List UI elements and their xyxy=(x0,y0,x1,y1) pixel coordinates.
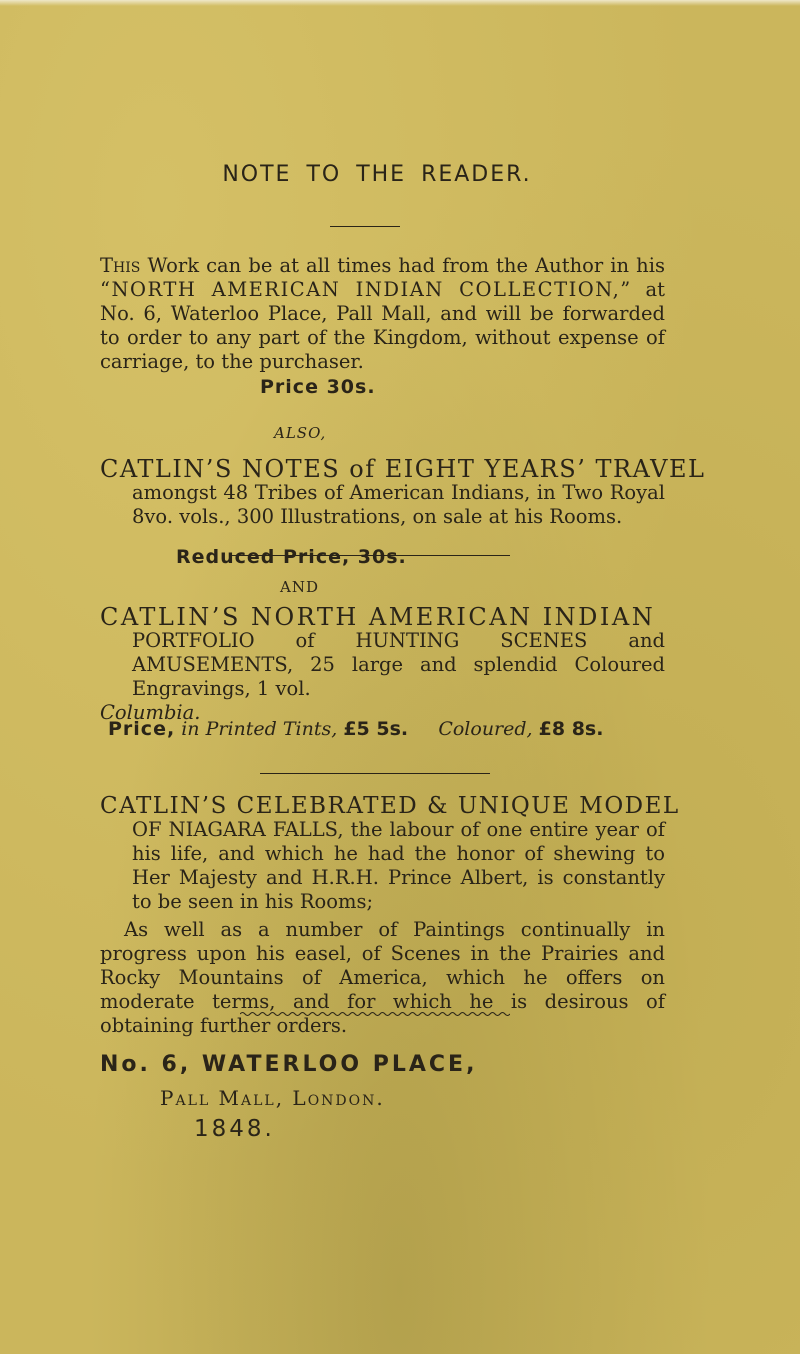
intro-lead-word: This xyxy=(100,254,141,277)
portfolio-printed-amount: £5 5s. xyxy=(343,718,409,740)
portfolio-coloured-amount: £8 8s. xyxy=(538,718,604,740)
divider-rule xyxy=(230,555,510,556)
also-label: ALSO, xyxy=(274,424,327,442)
portfolio-price xyxy=(108,718,603,740)
portfolio-price-label: Price, xyxy=(108,718,176,740)
divider-rule xyxy=(260,773,490,774)
notes-book-price: Reduced Price, 30s. xyxy=(176,546,407,568)
page-heading: NOTE TO THE READER. xyxy=(222,162,532,187)
model-body: OF NIAGARA FALLS, the labour of one entire year of his life, and which he had the honor of shewing to Her Majesty and H.R.H. Prince Albert, is constantly to be seen in his Rooms; xyxy=(132,818,665,913)
portfolio-title: CATLIN’S NORTH AMERICAN INDIAN xyxy=(100,603,656,631)
model-entry xyxy=(100,793,680,914)
divider-rule xyxy=(330,226,400,227)
intro-text-1: Work can be at all times had from the Author in his xyxy=(140,254,665,277)
notes-book-body: amongst 48 Tribes of American Indians, in Two Royal 8vo. vols., 300 Illustrations, on sale at his Rooms. xyxy=(132,481,665,528)
footer-year: 1848. xyxy=(194,1116,275,1142)
portfolio-printed-label: in Printed Tints, xyxy=(181,718,338,740)
portfolio-entry xyxy=(100,605,665,725)
portfolio-coloured-label: Coloured, xyxy=(438,718,533,740)
paintings-paragraph: As well as a number of Paintings continually in progress upon his easel, of Scenes in the Prairies and Rocky Mountains of America, which he offers on moderate terms, and for which he is desirous of obtaining further orders. xyxy=(100,918,665,1037)
scan-edge xyxy=(0,0,800,6)
portfolio-edition: Columbia. xyxy=(100,701,201,724)
wavy-divider xyxy=(240,1011,510,1017)
intro-text-2: at No. 6, Waterloo Place, Pall Mall, and will be forwarded to order to any part of the Kingdom, without expense of carriage, to the purchaser. xyxy=(100,278,665,373)
main-price: Price 30s. xyxy=(260,376,376,398)
footer-city: Pall Mall, London. xyxy=(160,1086,385,1110)
notes-book-entry xyxy=(100,455,706,568)
notes-book-title: CATLIN’S NOTES of EIGHT YEARS’ TRAVEL xyxy=(100,455,706,483)
portfolio-body: PORTFOLIO of HUNTING SCENES and AMUSEMENTS, 25 large and splendid Coloured Engravings, 1 vol. xyxy=(132,629,665,700)
intro-paragraph xyxy=(100,254,665,374)
model-title: CATLIN’S CELEBRATED & UNIQUE MODEL xyxy=(100,793,680,819)
and-label: AND xyxy=(280,578,319,596)
collection-name: “NORTH AMERICAN INDIAN COLLECTION,” xyxy=(100,278,632,301)
footer-address: No. 6, WATERLOO PLACE, xyxy=(100,1052,478,1077)
